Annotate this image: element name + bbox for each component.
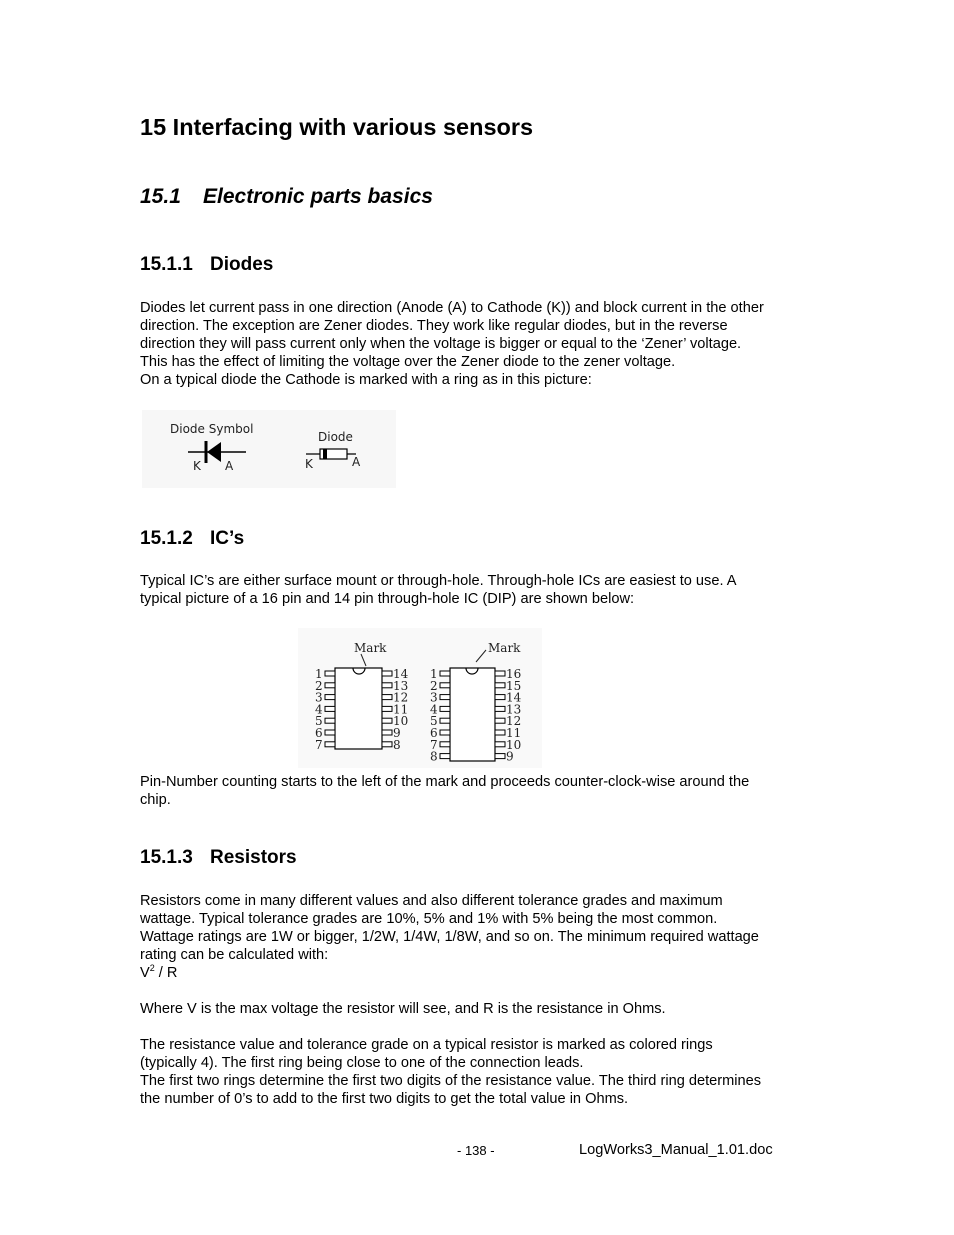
ic-pin bbox=[440, 683, 450, 688]
subsection-title: IC’s bbox=[210, 528, 245, 549]
ic-pin bbox=[440, 671, 450, 676]
resistors-paragraph bbox=[140, 892, 830, 1108]
diode-figure bbox=[142, 410, 396, 488]
ic-pin bbox=[382, 683, 392, 688]
ic-pin bbox=[382, 706, 392, 711]
pin-number-label: 15 bbox=[506, 678, 522, 693]
pin-number-label: 10 bbox=[506, 737, 522, 752]
ic-pin bbox=[495, 706, 505, 711]
text-line: wattage. Typical tolerance grades are 10%, 5% and 1% with 5% being the most common. bbox=[140, 911, 718, 927]
ics-paragraph bbox=[140, 572, 830, 608]
diode-symbol-a: A bbox=[225, 459, 234, 473]
mark-label: Mark bbox=[354, 641, 387, 655]
ic-pin bbox=[495, 671, 505, 676]
subsection-heading-ics bbox=[140, 528, 244, 550]
ic-pin bbox=[325, 671, 335, 676]
ic-figure bbox=[298, 628, 542, 768]
text-line: On a typical diode the Cathode is marked with a ring as in this picture: bbox=[140, 372, 592, 388]
text-line: Typical IC’s are either surface mount or through-hole. Through-hole ICs are easiest to use. A bbox=[140, 573, 737, 589]
text-line: direction. The exception are Zener diodes. They work like regular diodes, but in the reverse bbox=[140, 318, 728, 334]
text-line: The first two rings determine the first two digits of the resistance value. The third ring determines bbox=[140, 1073, 762, 1089]
pin-number-label: 7 bbox=[430, 737, 438, 752]
pin-number-label: 13 bbox=[506, 702, 522, 717]
formula-base: V bbox=[140, 965, 150, 981]
diode-a: A bbox=[352, 455, 361, 469]
ic-pin bbox=[495, 718, 505, 723]
mark-label: Mark bbox=[488, 641, 521, 655]
pin-number-label: 6 bbox=[430, 726, 438, 740]
ic-pin bbox=[325, 706, 335, 711]
page-number: - 138 - bbox=[457, 1143, 495, 1158]
section-heading bbox=[140, 185, 433, 209]
pin-number-label: 14 bbox=[506, 690, 522, 705]
pin-number-label: 1 bbox=[430, 667, 438, 681]
ic-pin bbox=[440, 718, 450, 723]
ic-pin bbox=[440, 754, 450, 759]
pin-number-label: 1 bbox=[315, 667, 323, 681]
ic-body bbox=[450, 668, 495, 761]
ic-pin bbox=[325, 742, 335, 747]
pin-number-label: 8 bbox=[393, 737, 401, 752]
ic-pin bbox=[382, 695, 392, 700]
pin-number-label: 13 bbox=[393, 678, 409, 693]
pin-number-label: 11 bbox=[393, 702, 409, 717]
formula-rest: / R bbox=[154, 965, 178, 981]
formula-exponent: 2 bbox=[149, 963, 155, 973]
text-line: the number of 0’s to add to the first two digits to get the total value in Ohms. bbox=[140, 1091, 629, 1107]
ic-pin bbox=[495, 683, 505, 688]
ic-pin bbox=[440, 695, 450, 700]
text-line: chip. bbox=[140, 792, 171, 808]
ic-pin bbox=[382, 730, 392, 735]
wattage-formula bbox=[140, 964, 830, 982]
pin-number-label: 3 bbox=[430, 690, 438, 705]
pin-number-label: 2 bbox=[430, 678, 438, 693]
pin-number-label: 10 bbox=[393, 714, 409, 729]
text-line: Diodes let current pass in one direction (Anode (A) to Cathode (K)) and block current in the other bbox=[140, 300, 764, 316]
subsection-heading-diodes bbox=[140, 254, 273, 276]
ic-pin bbox=[382, 718, 392, 723]
pin-number-label: 4 bbox=[315, 702, 323, 717]
text-line: (typically 4). The first ring being close to one of the connection leads. bbox=[140, 1055, 584, 1071]
pin-number-label: 6 bbox=[315, 726, 323, 740]
ic-pin bbox=[495, 754, 505, 759]
diode-k: K bbox=[305, 457, 313, 471]
ic-pin bbox=[325, 730, 335, 735]
pin-number-label: 8 bbox=[430, 749, 438, 764]
ic-pin bbox=[440, 706, 450, 711]
pin-number-label: 5 bbox=[315, 714, 323, 729]
ic-pin bbox=[495, 695, 505, 700]
section-title: Electronic parts basics bbox=[203, 185, 433, 208]
diode-label: Diode bbox=[318, 430, 353, 444]
chapter-heading: 15 Interfacing with various sensors bbox=[140, 114, 534, 140]
pin-number-label: 5 bbox=[430, 714, 438, 729]
pin-number-label: 16 bbox=[506, 667, 522, 681]
ic-pin bbox=[440, 730, 450, 735]
document-filename: LogWorks3_Manual_1.01.doc bbox=[579, 1142, 773, 1158]
ic-pin bbox=[382, 742, 392, 747]
subsection-title: Resistors bbox=[210, 847, 297, 868]
subsection-title: Diodes bbox=[210, 254, 274, 275]
section-number: 15.1 bbox=[140, 185, 181, 208]
text-line: This has the effect of limiting the voltage over the Zener diode to the zener voltage. bbox=[140, 354, 676, 370]
text-line: typical picture of a 16 pin and 14 pin through-hole IC (DIP) are shown below: bbox=[140, 591, 635, 607]
pin-number-label: 12 bbox=[506, 714, 522, 729]
text-line: The resistance value and tolerance grade on a typical resistor is marked as colored rings bbox=[140, 1037, 713, 1053]
diode-symbol-label: Diode Symbol bbox=[170, 422, 254, 436]
ic-pin bbox=[325, 695, 335, 700]
subsection-heading-resistors bbox=[140, 847, 297, 869]
pin-number-label: 2 bbox=[315, 678, 323, 693]
ic-pin bbox=[325, 683, 335, 688]
subsection-number: 15.1.1 bbox=[140, 254, 193, 275]
subsection-number: 15.1.3 bbox=[140, 847, 193, 868]
subsection-number: 15.1.2 bbox=[140, 528, 193, 549]
ic-body bbox=[335, 668, 382, 749]
text-line: Where V is the max voltage the resistor will see, and R is the resistance in Ohms. bbox=[140, 1001, 666, 1017]
ic-pin bbox=[440, 742, 450, 747]
pin-number-label: 7 bbox=[315, 737, 323, 752]
pin-number-label: 12 bbox=[393, 690, 409, 705]
text-line: Resistors come in many different values and also different tolerance grades and maximum bbox=[140, 893, 723, 909]
text-line: rating can be calculated with: bbox=[140, 947, 329, 963]
pin-number-label: 3 bbox=[315, 690, 323, 705]
ic-pin bbox=[382, 671, 392, 676]
diodes-paragraph bbox=[140, 299, 830, 389]
ic-pin bbox=[495, 730, 505, 735]
pin-number-label: 9 bbox=[393, 726, 401, 740]
ic-pin bbox=[495, 742, 505, 747]
ics-after-paragraph bbox=[140, 773, 830, 809]
pin-number-label: 4 bbox=[430, 702, 438, 717]
text-line: Wattage ratings are 1W or bigger, 1/2W, 1/4W, 1/8W, and so on. The minimum required wattage bbox=[140, 929, 759, 945]
ic-pin bbox=[325, 718, 335, 723]
cathode-ring bbox=[323, 449, 327, 459]
pin-number-label: 9 bbox=[506, 749, 514, 764]
pin-number-label: 11 bbox=[506, 726, 522, 740]
diode-symbol-k: K bbox=[193, 459, 201, 473]
text-line: Pin-Number counting starts to the left of the mark and proceeds counter-clock-wise around the bbox=[140, 774, 750, 790]
pin-number-label: 14 bbox=[393, 667, 409, 681]
text-line: direction they will pass current only when the voltage is bigger or equal to the ‘Zener’ voltage. bbox=[140, 336, 742, 352]
